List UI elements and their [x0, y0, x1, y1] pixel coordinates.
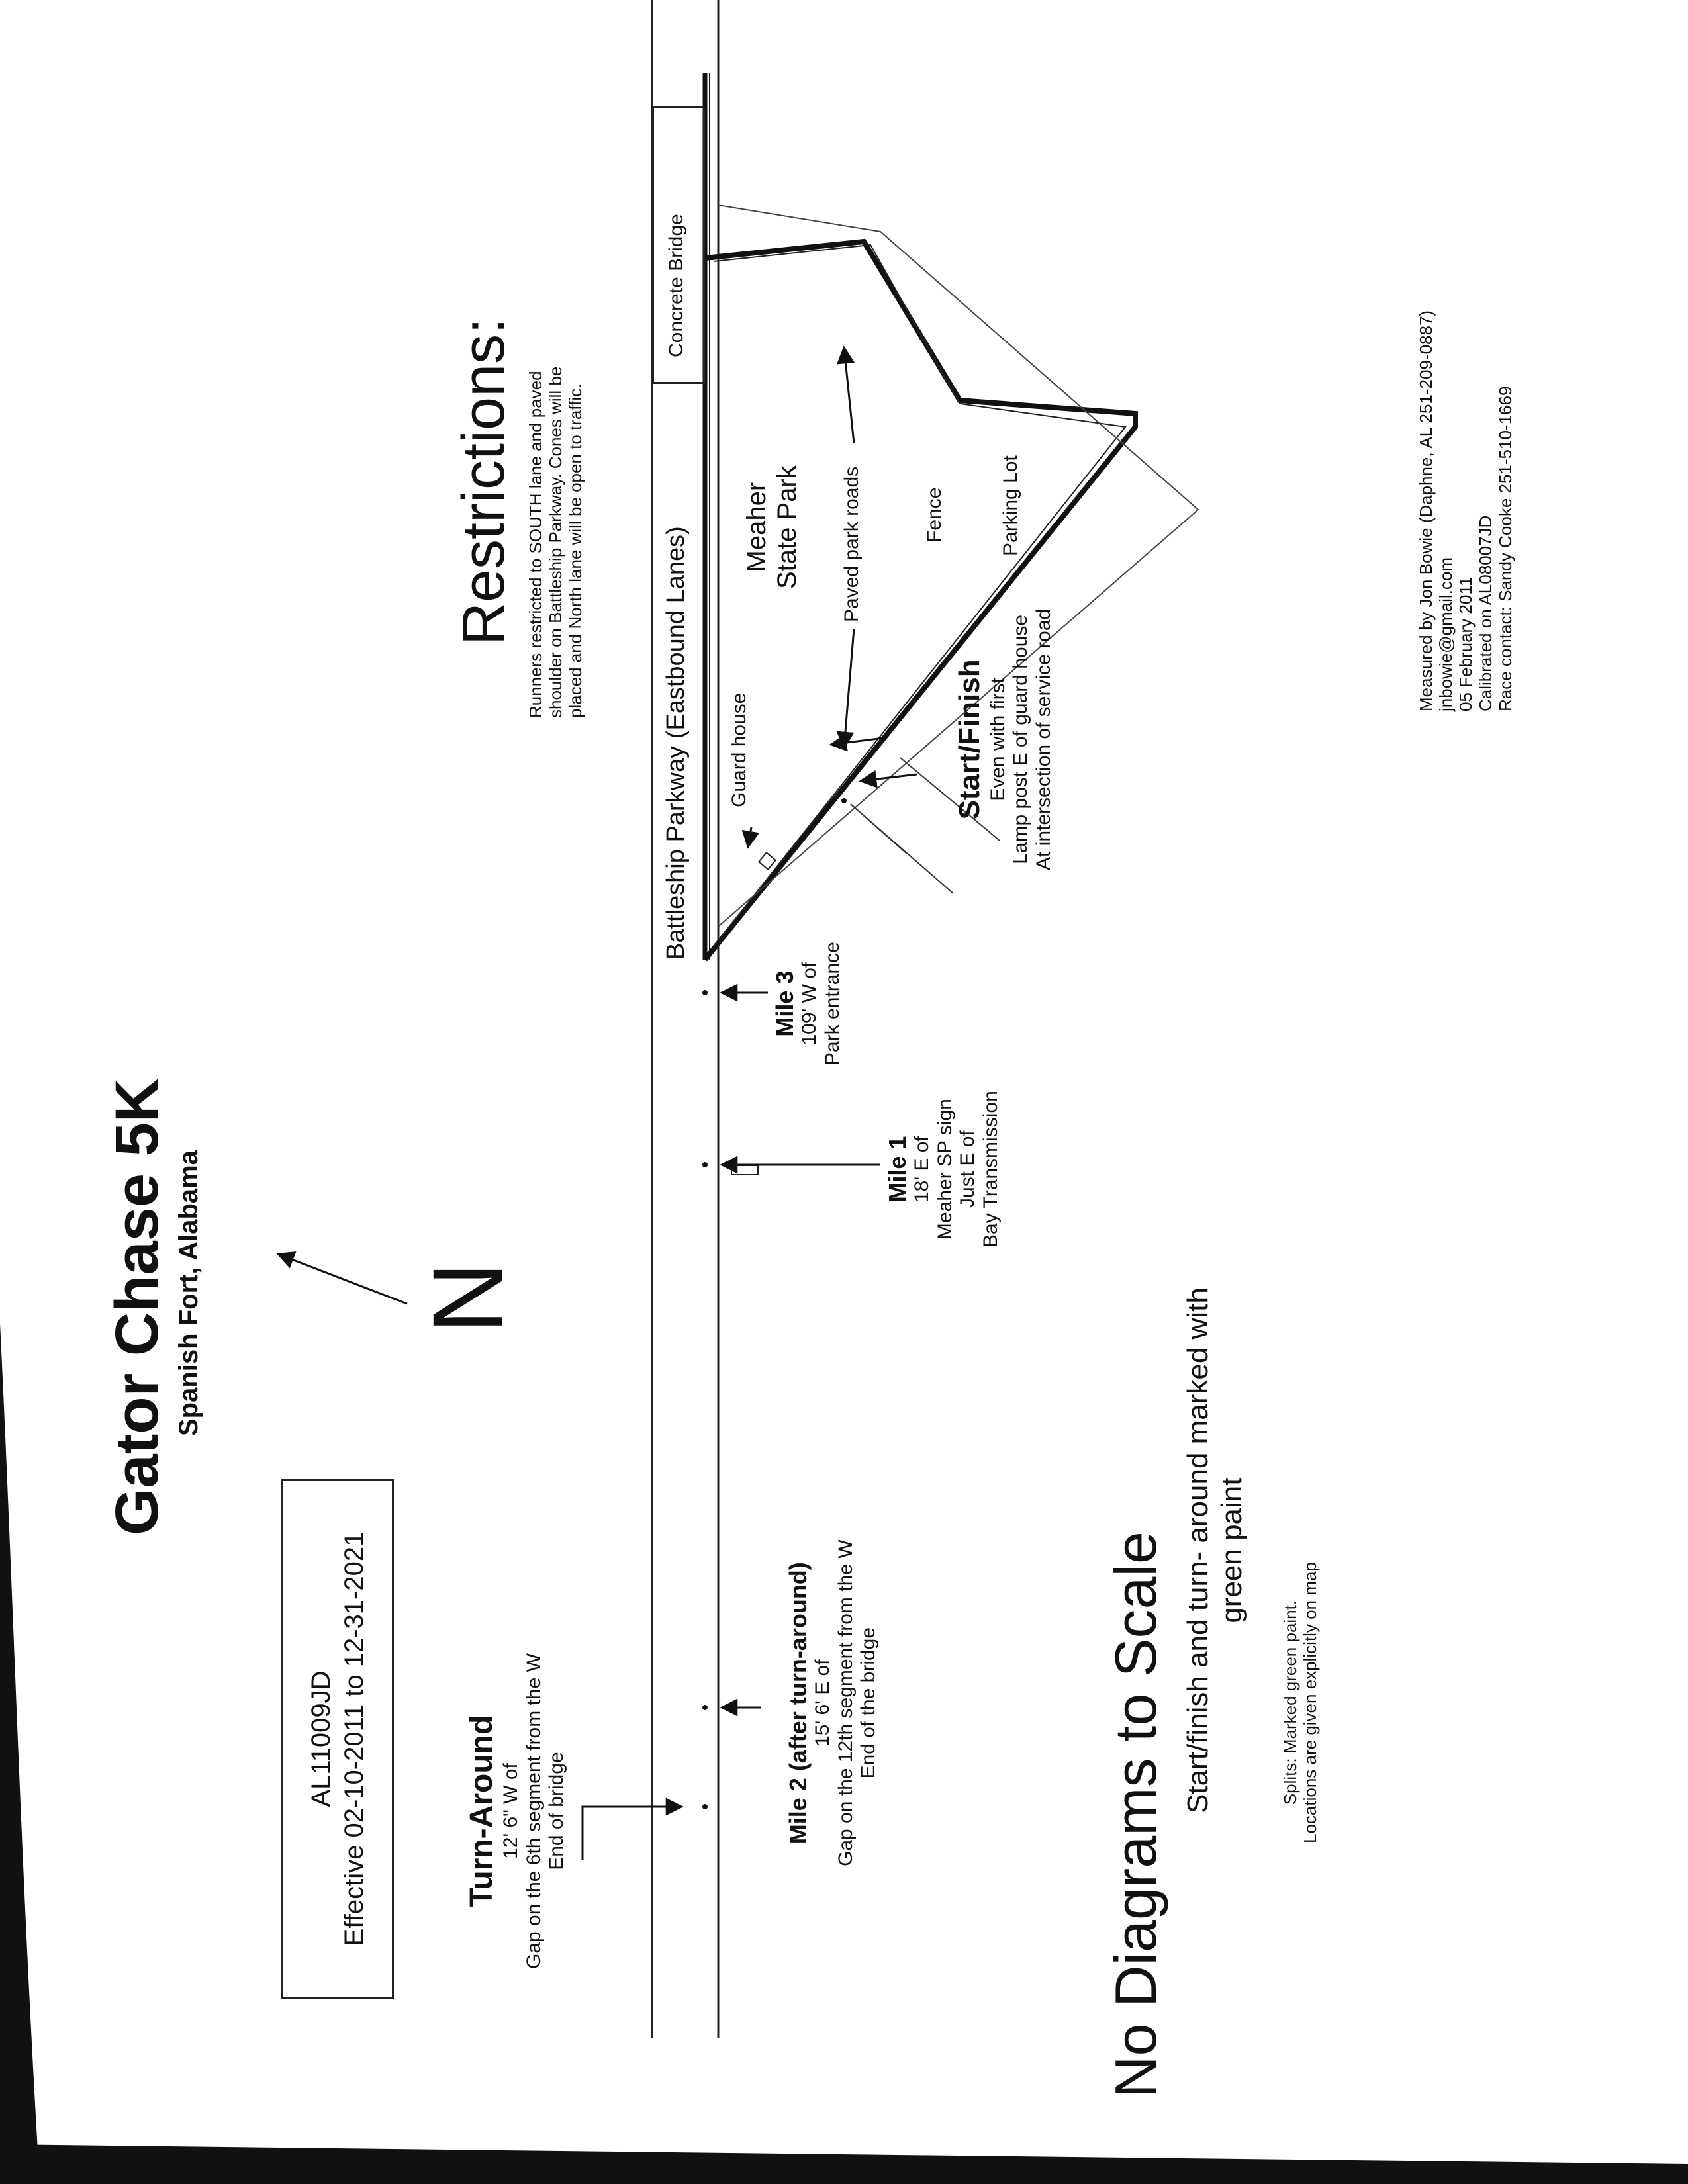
turnaround-title: Turn-Around [464, 1715, 499, 1907]
fence-label: Fence [923, 487, 945, 543]
park-name-line: State Park [773, 465, 802, 589]
turnaround-line: Gap on the 6th segment from the W [522, 1653, 545, 1969]
splits-line: Locations are given explicitly on map [1299, 1562, 1320, 1843]
page-subtitle: Spanish Fort, Alabama [174, 1150, 203, 1436]
start-finish-line: Even with first [986, 678, 1009, 801]
restrictions-line: placed and North lane will be open to traffic. [565, 383, 585, 718]
credits-line: Measured by Jon Bowie (Daphne, AL 251-209-0887) [1416, 310, 1436, 711]
bay-transmission-marker [731, 1165, 758, 1175]
mile3-dot [702, 990, 708, 995]
road-label: Battleship Parkway (Eastbound Lanes) [662, 526, 690, 960]
paved-roads-arrow-west [844, 629, 854, 748]
scale-note-line: Start/finish and turn- around marked with [1182, 1287, 1214, 1813]
turnaround-line: End of bridge [545, 1752, 568, 1870]
service-road-west-2 [851, 804, 953, 893]
mile2-line: End of the bridge [857, 1627, 880, 1779]
mile3-line: Park entrance [821, 942, 843, 1066]
scale-note-text [1182, 1287, 1248, 1813]
turnaround-line: 12' 6" W of [500, 1763, 522, 1859]
paved-roads-label: Paved park roads [841, 466, 863, 622]
certification-id: AL11009JD [306, 1670, 336, 1807]
north-arrow [278, 1254, 407, 1304]
park-name-line: Meaher [742, 482, 771, 572]
course-loop-park [705, 242, 1135, 960]
park-name [741, 465, 802, 589]
paved-roads-arrow-east [844, 347, 854, 443]
scale-note-heading: No Diagrams to Scale [1103, 1531, 1168, 2098]
mile2-line: 15' 6' E of [812, 1659, 834, 1747]
certification-effective: Effective 02-10-2011 to 12-31-2021 [340, 1531, 369, 1946]
guard-house-label: Guard house [728, 692, 750, 807]
restrictions-heading: Restrictions: [451, 317, 517, 645]
certification-box [281, 1479, 394, 1999]
mile2-dot [702, 1705, 708, 1710]
mile1-line: Meaher SP sign [933, 1099, 956, 1240]
mile1-line: Just E of [957, 1130, 979, 1208]
bridge-label: Concrete Bridge [665, 214, 687, 357]
mile1-dot [702, 1162, 708, 1167]
start-finish-arrow [861, 774, 917, 781]
splits-note [1281, 1562, 1321, 1843]
mile3-line: 109' W of [798, 962, 821, 1046]
turnaround-dot [702, 1804, 708, 1809]
mile2-block [784, 1539, 880, 1866]
restrictions-line: shoulder on Battleship Parkway. Cones will be [545, 366, 565, 718]
parking-lot-label: Parking Lot [1000, 455, 1021, 556]
mile2-line: Gap on the 12th segment from the W [834, 1539, 857, 1866]
restrictions-text [526, 367, 586, 718]
mile3-block [771, 942, 844, 1066]
mile1-line: 18' E of [911, 1136, 933, 1203]
restrictions-line: Runners restricted to SOUTH lane and paved [526, 371, 545, 718]
mile1-line: Bay Transmission [979, 1091, 1002, 1248]
page-title: Gator Chase 5K [103, 1078, 171, 1535]
credits [1417, 310, 1515, 711]
credits-line: Race contact: Sandy Cooke 251-510-1669 [1495, 386, 1515, 711]
credits-line: Calibrated on AL08007JD [1475, 515, 1495, 711]
start-finish-line: At intersection of service road [1032, 608, 1055, 870]
guard-house-arrow [748, 827, 751, 847]
start-finish-block [953, 609, 1055, 870]
north-label: N [412, 1261, 523, 1334]
guard-house-square [759, 852, 775, 869]
scale-note-line: green paint [1215, 1477, 1248, 1623]
credits-line: 05 February 2011 [1455, 576, 1476, 711]
splits-line: Splits: Marked green paint. [1280, 1600, 1300, 1805]
start-finish-title: Start/Finish [953, 659, 986, 820]
course-loop-park-inner [714, 245, 1125, 946]
mile1-title: Mile 1 [884, 1136, 911, 1203]
mile2-title: Mile 2 (after turn-around) [784, 1562, 812, 1844]
mile1-block [884, 1091, 1002, 1248]
turnaround-arrow [583, 1807, 682, 1860]
mile3-title: Mile 3 [771, 970, 798, 1037]
credits-line: jnbowie@gmail.com [1435, 557, 1456, 711]
start-dot [841, 798, 847, 803]
turnaround-block [463, 1653, 569, 1969]
start-finish-line: Lamp post E of guard house [1009, 614, 1032, 864]
